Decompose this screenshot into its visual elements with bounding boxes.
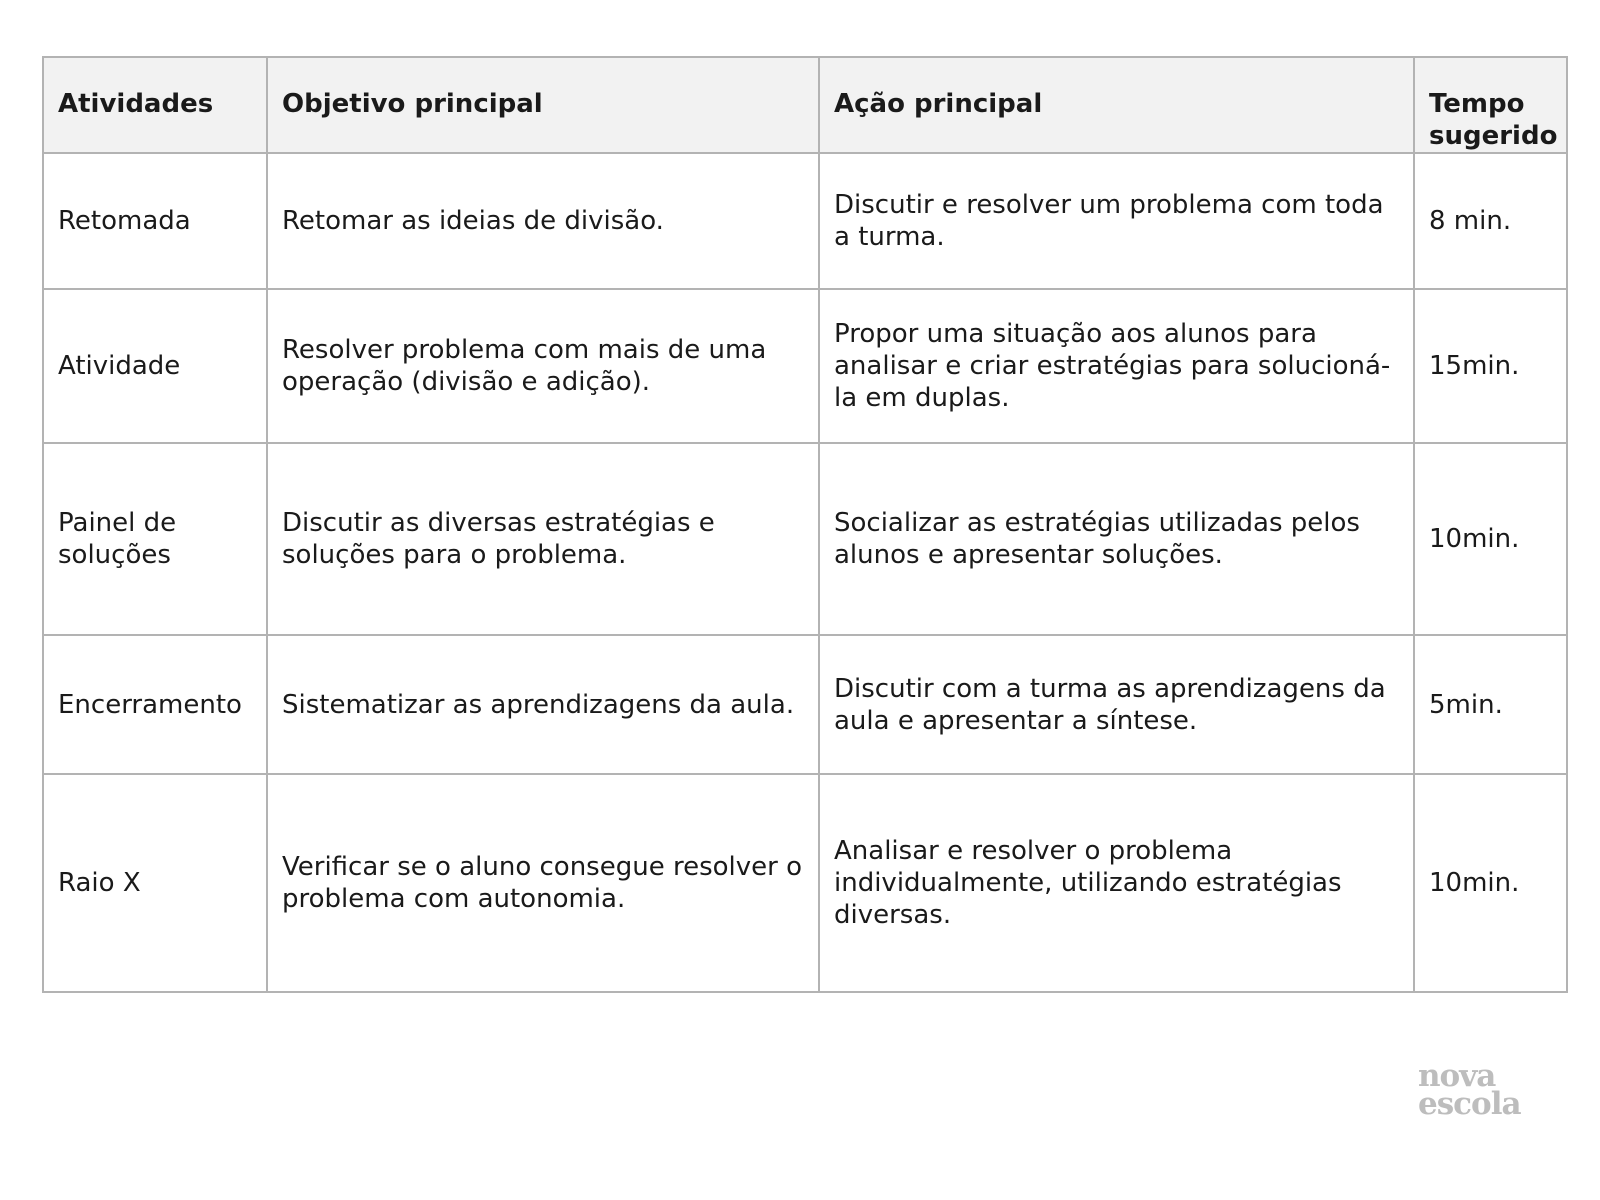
logo-line-escola: escola	[1418, 1086, 1521, 1122]
cell-acao: Discutir e resolver um problema com toda a turma.	[819, 153, 1414, 289]
cell-objetivo: Discutir as diversas estratégias e soluções para o problema.	[267, 443, 819, 635]
header-objetivo-principal: Objetivo principal	[267, 57, 819, 153]
cell-objetivo: Retomar as ideias de divisão.	[267, 153, 819, 289]
lesson-plan-table	[42, 56, 1568, 993]
table-row	[43, 153, 1567, 289]
cell-objetivo: Verificar se o aluno consegue resolver o problema com autonomia.	[267, 774, 819, 992]
cell-tempo: 8 min.	[1414, 153, 1567, 289]
cell-acao: Propor uma situação aos alunos para analisar e criar estratégias para solucioná-la em duplas.	[819, 289, 1414, 443]
header-acao-principal: Ação principal	[819, 57, 1414, 153]
table-row	[43, 443, 1567, 635]
nova-escola-logo	[1418, 1058, 1521, 1122]
cell-objetivo: Sistematizar as aprendizagens da aula.	[267, 635, 819, 774]
cell-atividade: Raio X	[43, 774, 267, 992]
cell-objetivo: Resolver problema com mais de uma operação (divisão e adição).	[267, 289, 819, 443]
table-row	[43, 635, 1567, 774]
cell-atividade: Painel de soluções	[43, 443, 267, 635]
header-row	[43, 57, 1567, 153]
cell-atividade: Retomada	[43, 153, 267, 289]
cell-acao: Socializar as estratégias utilizadas pelos alunos e apresentar soluções.	[819, 443, 1414, 635]
table-row	[43, 289, 1567, 443]
cell-tempo: 10min.	[1414, 443, 1567, 635]
cell-atividade: Atividade	[43, 289, 267, 443]
table-row	[43, 774, 1567, 992]
logo-line-nova: nova	[1418, 1058, 1496, 1094]
cell-acao: Analisar e resolver o problema individualmente, utilizando estratégias diversas.	[819, 774, 1414, 992]
table-body	[43, 153, 1567, 992]
header-tempo-sugerido: Tempo sugerido	[1414, 57, 1567, 153]
cell-tempo: 5min.	[1414, 635, 1567, 774]
cell-acao: Discutir com a turma as aprendizagens da aula e apresentar a síntese.	[819, 635, 1414, 774]
header-atividades: Atividades	[43, 57, 267, 153]
table-header	[43, 57, 1567, 153]
cell-atividade: Encerramento	[43, 635, 267, 774]
cell-tempo: 15min.	[1414, 289, 1567, 443]
cell-tempo: 10min.	[1414, 774, 1567, 992]
